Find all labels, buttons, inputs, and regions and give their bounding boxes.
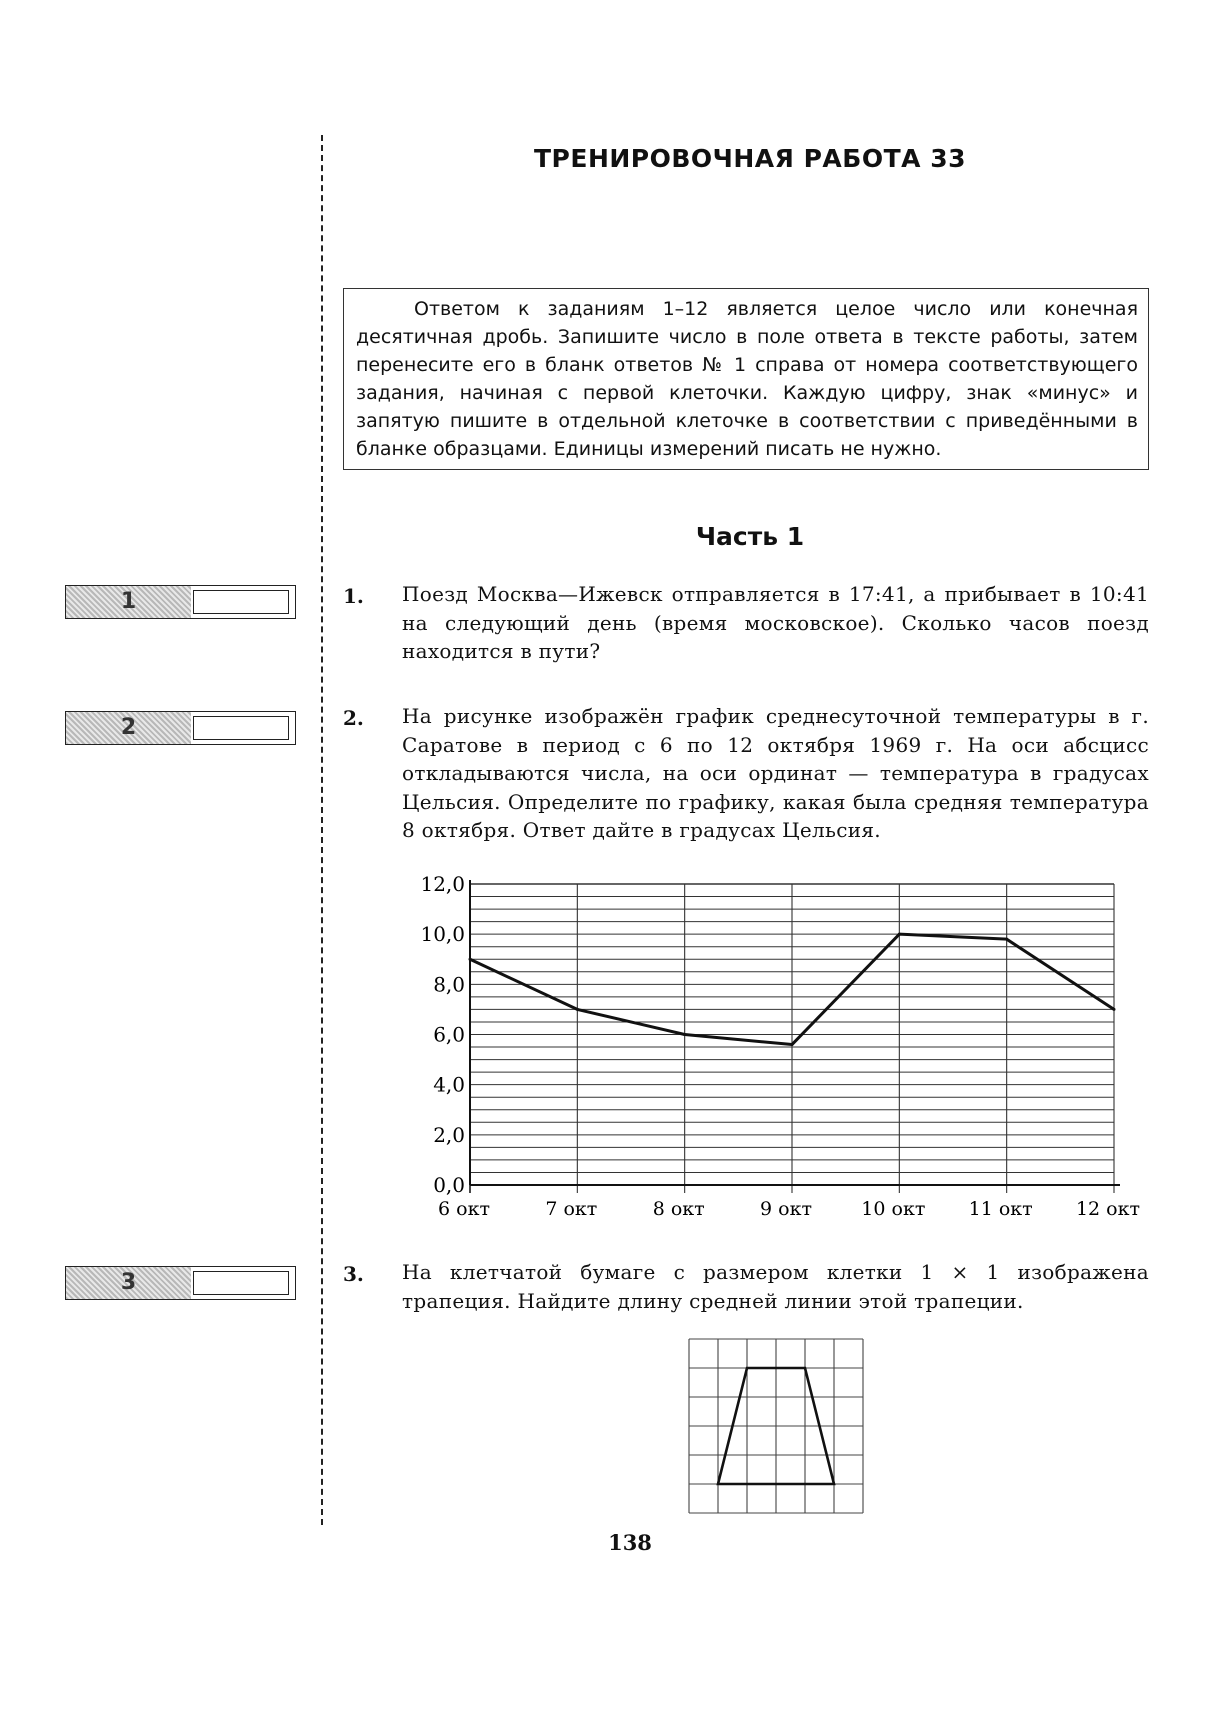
y-tick-label: 0,0 — [433, 1173, 465, 1197]
task-number: 1. — [343, 584, 364, 608]
task-text: На клетчатой бумаге с размером клетки 1 × 1 изображена трапеция. Найдите длину средней линии этой трапеции. — [402, 1260, 1149, 1313]
temperature-point — [1113, 1008, 1116, 1011]
answer-field-2[interactable] — [193, 716, 289, 740]
answer-box-label: 3 — [120, 1270, 137, 1295]
x-tick-label: 9 окт — [760, 1198, 812, 1220]
temperature-point — [791, 1043, 794, 1046]
task-text: Поезд Москва—Ижевск отправляется в 17:41, а прибывает в 10:41 на следующий день (время московское). Сколько часов поезд находится в пути? — [402, 582, 1149, 663]
x-tick-label: 7 окт — [545, 1198, 598, 1220]
answer-box-label: 1 — [120, 589, 137, 614]
temperature-point — [1005, 938, 1008, 941]
x-tick-label: 6 окт — [438, 1198, 490, 1220]
instructions-box — [343, 288, 1149, 470]
temperature-point — [683, 1033, 686, 1036]
y-tick-label: 12,0 — [420, 872, 465, 896]
y-tick-label: 6,0 — [433, 1022, 465, 1047]
part-title: Часть 1 — [695, 522, 805, 551]
y-tick-label: 4,0 — [433, 1072, 465, 1097]
page-title: ТРЕНИРОВОЧНАЯ РАБОТА 33 — [534, 144, 966, 173]
task-number: 3. — [343, 1262, 364, 1286]
cut-line — [321, 135, 323, 1525]
answer-field-1[interactable] — [193, 590, 289, 614]
task-number: 2. — [343, 706, 364, 730]
temperature-point — [469, 958, 472, 961]
answer-box-label: 2 — [120, 715, 137, 740]
x-tick-label: 12 окт — [1075, 1198, 1140, 1220]
x-tick-label: 11 окт — [968, 1198, 1033, 1220]
x-tick-label: 8 окт — [652, 1198, 705, 1220]
temperature-chart — [400, 868, 1140, 1228]
trapezoid-figure — [688, 1338, 864, 1514]
task-text: На рисунке изображён график среднесуточной температуры в г. Саратове в период с 6 по 12 октября 1969 г. На оси абсцисс откладываются числа, на оси ординат — температура в градусах Цельсия. Определите по графику, какая была средняя температура 8 октября. Ответ дайте в градусах Цельсия. — [402, 704, 1149, 842]
answer-box-3 — [65, 1266, 296, 1300]
y-tick-label: 2,0 — [433, 1122, 465, 1147]
instructions-text: Ответом к заданиям 1–12 является целое число или конечная десятичная дробь. Запишите число в поле ответа в тексте работы, затем перенесите его в бланк ответов № 1 справа от номера соответствующего задания, начиная с первой клеточки. Каждую цифру, знак «минус» и запятую пишите в отдельной клеточке в соответствии с приведёнными в бланке образцами. Единицы измерений писать не нужно. — [356, 298, 1138, 460]
y-tick-label: 8,0 — [433, 972, 465, 997]
y-tick-label: 10,0 — [420, 922, 465, 947]
answer-box-2 — [65, 711, 296, 745]
page-number: 138 — [608, 1530, 652, 1555]
x-tick-label: 10 окт — [861, 1198, 926, 1220]
answer-field-3[interactable] — [193, 1271, 289, 1295]
temperature-point — [898, 933, 901, 936]
answer-box-1 — [65, 585, 296, 619]
temperature-point — [576, 1008, 579, 1011]
